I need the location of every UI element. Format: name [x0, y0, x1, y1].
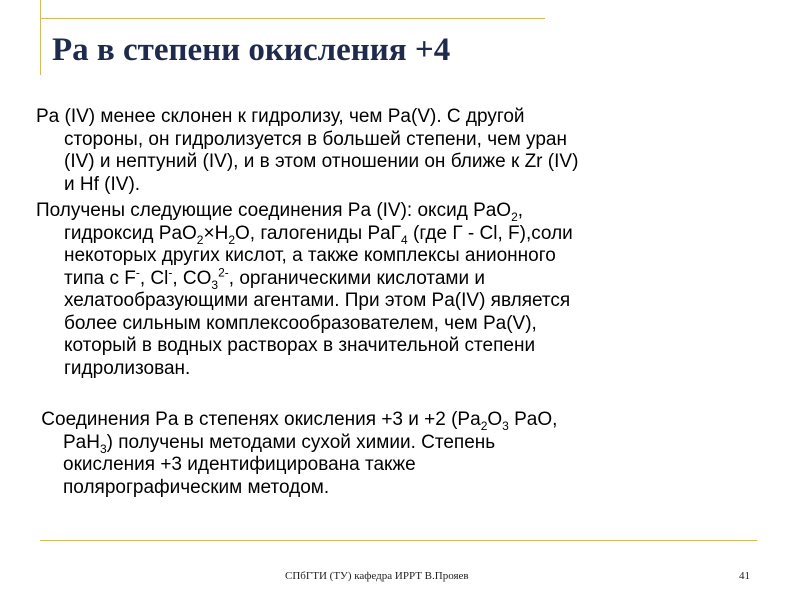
p1-line-2: стороны, он гидролизуется в большей степени, чем уран	[64, 128, 567, 150]
left-accent-line	[40, 0, 41, 75]
p2-line-3: некоторых других кислот, а также комплексы анионного	[64, 245, 556, 266]
paragraph-lower-states	[36, 409, 756, 499]
top-divider-line	[40, 18, 545, 19]
footer-credit: СПбГТИ (ТУ) кафедра ИРРТ В.Прояев	[285, 570, 469, 582]
bottom-divider-line	[40, 540, 757, 541]
p2-line-1: Получены следующие соединения Pa (IV): оксид PaO$_2$,	[36, 200, 524, 224]
p1-line-4: и Hf (IV).	[64, 173, 141, 195]
p1-line-1: Pa (IV) менее склонен к гидролизу, чем Pa(V). С другой	[36, 106, 525, 127]
p2-line-6: более сильным комплексообразователем, чем Pa(V),	[64, 312, 537, 334]
slide-title: Pa в степени окисления +4	[52, 32, 451, 68]
paragraph-compounds	[36, 200, 756, 380]
p2-line-7: который в водных растворах в значительной степени	[64, 335, 536, 356]
page-number: 41	[739, 570, 750, 582]
p2-line-4: типа с F-, Cl-, $CO_3^{2-}$, органическими кислотами и	[64, 265, 485, 292]
p1-line-3: (IV) и нептуний (IV), и в этом отношении он ближе к Zr (IV)	[64, 151, 579, 172]
p3-line-3: окисления +3 идентифицирована также	[63, 454, 416, 475]
paragraph-hydrolysis	[36, 106, 756, 196]
p3-line-2: PaH$_3$) получены методами сухой химии. Степень	[63, 431, 496, 456]
p2-line-5: хелатообразующими агентами. При этом Pa(IV) является	[64, 290, 571, 311]
p3-line-4: полярографическим методом.	[63, 476, 330, 498]
p3-line-1: Соединения Pa в степенях окисления +3 и +2 ($Pa_2O_3$ PaO,	[36, 409, 558, 433]
p2-line-2: гидроксид $PaO_2\times H_2O$, галогениды PaГ$_4$ (где Г - Cl, F),соли	[64, 222, 573, 247]
p2-line-8: гидролизован.	[64, 357, 191, 379]
slide-body	[36, 106, 756, 499]
